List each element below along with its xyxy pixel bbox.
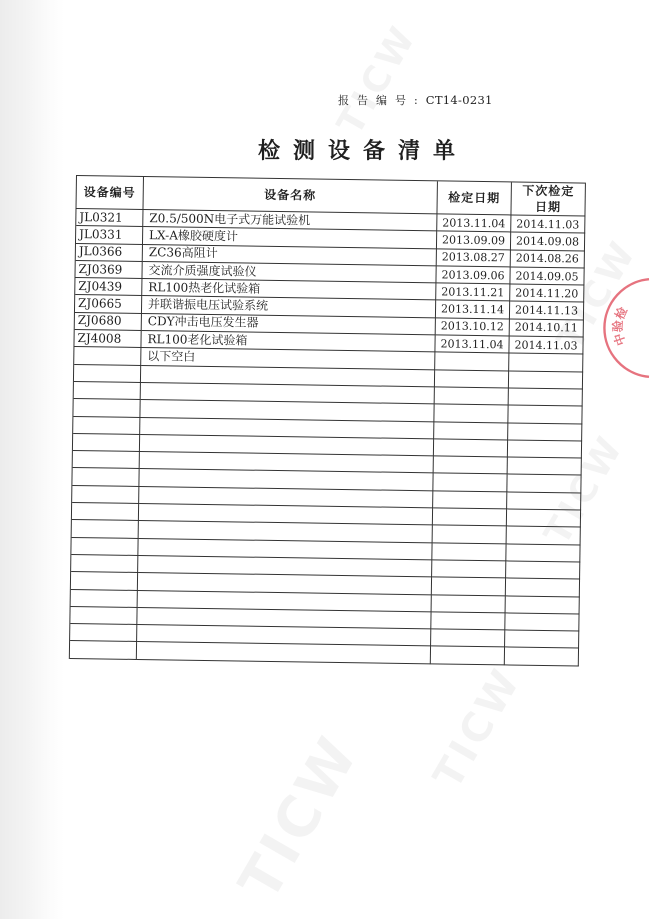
cell-next-calibration-date-text: 2014.09.05 bbox=[515, 269, 579, 283]
cell-calibration-date-text: 2013.08.27 bbox=[441, 250, 505, 265]
table-cell-empty bbox=[434, 405, 508, 423]
cell-equipment-id bbox=[74, 330, 141, 348]
cell-next-calibration-date-text: 2014.09.08 bbox=[515, 234, 580, 249]
cell-next-calibration-date bbox=[511, 233, 585, 251]
cell-equipment-id bbox=[76, 209, 143, 227]
cell-calibration-date bbox=[436, 318, 510, 336]
cell-calibration-date-text: 2013.09.06 bbox=[441, 267, 505, 282]
cell-equipment-id-text: ZJ0439 bbox=[78, 278, 123, 294]
report-number: CT14-0231 bbox=[425, 93, 493, 107]
table-body bbox=[70, 209, 586, 666]
cell-calibration-date bbox=[437, 232, 511, 250]
header-next-calibration-line1: 下次检定 bbox=[522, 183, 575, 199]
header-calibration-date bbox=[437, 181, 511, 215]
table-cell-empty bbox=[431, 612, 505, 630]
table-cell-empty bbox=[72, 486, 139, 504]
table-cell-empty bbox=[505, 631, 579, 649]
table-cell-empty bbox=[508, 458, 582, 476]
cell-next-calibration-date bbox=[511, 250, 585, 268]
cell-calibration-date-text: 2013.11.04 bbox=[442, 216, 506, 231]
cell-equipment-id-text: ZJ0665 bbox=[77, 296, 122, 311]
table-cell-empty bbox=[72, 503, 139, 521]
cell-equipment-id-text: JL0331 bbox=[79, 226, 123, 242]
cell-equipment-id-text: ZJ0680 bbox=[77, 313, 122, 329]
table-cell-empty bbox=[435, 370, 509, 388]
table-cell-empty bbox=[508, 440, 582, 458]
cell-next-calibration-date-text: 2014.11.13 bbox=[514, 303, 579, 318]
table-cell-empty bbox=[71, 590, 138, 608]
cell-equipment-id bbox=[76, 226, 143, 244]
table-cell-empty bbox=[137, 642, 431, 664]
cell-equipment-name-text: Z0.5/500N电子式万能试验机 bbox=[149, 210, 311, 228]
cell-calibration-date-text: 2013.11.04 bbox=[440, 337, 504, 352]
cell-equipment-id bbox=[76, 244, 143, 262]
report-number-line bbox=[338, 93, 493, 108]
seal-stamp bbox=[598, 270, 650, 386]
cell-calibration-date bbox=[437, 214, 511, 232]
table-cell-empty bbox=[70, 607, 137, 625]
cell-calibration-date-text: 2013.11.14 bbox=[440, 302, 505, 317]
seal-text-char: 检 bbox=[612, 304, 631, 322]
header-equipment-name bbox=[143, 177, 437, 214]
table-cell-empty bbox=[431, 647, 505, 665]
cell-next-calibration-date-text: 2014.10.11 bbox=[514, 320, 578, 335]
table-cell-empty bbox=[432, 543, 506, 561]
table-cell-empty bbox=[71, 572, 138, 590]
table-cell-empty bbox=[506, 561, 580, 579]
watermark-text bbox=[428, 661, 528, 795]
report-number-label: 报告编号: bbox=[338, 94, 426, 107]
table-cell-empty bbox=[508, 423, 582, 441]
table-cell-empty bbox=[509, 371, 583, 389]
table-cell-empty bbox=[506, 596, 580, 614]
cell-next-calibration-date bbox=[510, 319, 584, 337]
table-cell-empty bbox=[434, 422, 508, 440]
cell-next-calibration-date bbox=[510, 285, 584, 303]
table-cell-empty bbox=[74, 365, 141, 383]
cell-equipment-id-text: ZJ4008 bbox=[77, 330, 122, 346]
cell-next-calibration-date-text: 2014.11.20 bbox=[515, 286, 579, 301]
table-cell-empty bbox=[73, 417, 140, 435]
table-cell-empty bbox=[70, 624, 137, 642]
cell-equipment-id bbox=[75, 313, 142, 331]
cell-equipment-name-text: 并联谐振电压试验系统 bbox=[147, 297, 269, 313]
table-cell-empty bbox=[433, 491, 507, 509]
header-calibration-date-text: 检定日期 bbox=[448, 190, 501, 205]
cell-equipment-name-text: 交流介质强度试验仪 bbox=[148, 262, 257, 279]
table-cell-empty bbox=[433, 526, 507, 544]
cell-next-calibration-date bbox=[510, 267, 584, 285]
table-cell-empty bbox=[70, 641, 137, 659]
table-cell-empty bbox=[505, 648, 579, 666]
cell-next-calibration-date bbox=[510, 302, 584, 320]
cell-calibration-date-text: 2013.11.21 bbox=[441, 285, 505, 300]
header-equipment-id bbox=[76, 176, 143, 210]
cell-equipment-id bbox=[75, 295, 142, 313]
table-cell-empty bbox=[73, 399, 140, 417]
table-cell-empty bbox=[71, 538, 138, 556]
table-cell-empty bbox=[432, 560, 506, 578]
table-cell-empty bbox=[72, 468, 139, 486]
table-cell-empty bbox=[71, 555, 138, 573]
table-cell-empty bbox=[434, 439, 508, 457]
table-cell-empty bbox=[433, 474, 507, 492]
table-cell-empty bbox=[506, 579, 580, 597]
cell-equipment-id bbox=[74, 347, 141, 365]
header-equipment-name-text: 设备名称 bbox=[264, 187, 317, 203]
table-cell-empty bbox=[507, 527, 581, 545]
cell-equipment-id-text: ZJ0369 bbox=[78, 261, 123, 277]
table-cell-empty bbox=[434, 456, 508, 474]
cell-equipment-name-text: ZC36高阻计 bbox=[148, 245, 218, 261]
table-cell-empty bbox=[431, 629, 505, 647]
cell-calibration-date bbox=[435, 353, 509, 371]
cell-equipment-id bbox=[75, 278, 142, 296]
header-equipment-id-text: 设备编号 bbox=[83, 184, 136, 200]
table-cell-empty bbox=[507, 509, 581, 527]
cell-calibration-date-text: 2013.10.12 bbox=[440, 319, 504, 334]
table-cell-empty bbox=[508, 406, 582, 424]
cell-calibration-date bbox=[435, 335, 509, 353]
header-next-calibration-line2: 日期 bbox=[534, 199, 562, 215]
cell-equipment-name-text: 以下空白 bbox=[147, 349, 196, 364]
table-cell-empty bbox=[74, 382, 141, 400]
header-next-calibration-date bbox=[511, 182, 585, 216]
table-cell-empty bbox=[509, 388, 583, 406]
table-cell-empty bbox=[505, 613, 579, 631]
seal-text-char: 中 bbox=[611, 331, 629, 348]
table-cell-empty bbox=[507, 475, 581, 493]
cell-calibration-date bbox=[437, 249, 511, 267]
table-cell-empty bbox=[435, 387, 509, 405]
cell-equipment-id-text: JL0321 bbox=[79, 209, 123, 225]
cell-next-calibration-date-text: 2014.11.03 bbox=[516, 217, 580, 232]
cell-equipment-id bbox=[75, 261, 142, 279]
page-title: 检测设备清单 bbox=[258, 138, 469, 164]
seal-text-char: 验 bbox=[610, 319, 626, 333]
cell-equipment-name-text: RL100老化试验箱 bbox=[147, 331, 248, 348]
cell-calibration-date-text: 2013.09.09 bbox=[441, 233, 506, 248]
watermark-text bbox=[231, 727, 368, 909]
table-cell-empty bbox=[432, 595, 506, 613]
cell-calibration-date bbox=[436, 284, 510, 302]
table-cell-empty bbox=[507, 492, 581, 510]
table-cell-empty bbox=[432, 578, 506, 596]
cell-next-calibration-date-text: 2014.08.26 bbox=[515, 251, 579, 266]
table-cell-empty bbox=[73, 434, 140, 452]
table-cell-empty bbox=[72, 520, 139, 538]
cell-equipment-id-text: JL0366 bbox=[78, 244, 123, 259]
table-cell-empty bbox=[73, 451, 140, 469]
cell-calibration-date bbox=[436, 266, 510, 284]
cell-calibration-date bbox=[436, 301, 510, 319]
cell-next-calibration-date bbox=[509, 337, 583, 355]
table-cell-empty bbox=[433, 508, 507, 526]
cell-next-calibration-date-text: 2014.11.03 bbox=[514, 338, 578, 353]
equipment-table bbox=[69, 175, 586, 666]
cell-equipment-name-text: LX-A橡胶硬度计 bbox=[149, 228, 239, 244]
cell-next-calibration-date bbox=[509, 354, 583, 372]
cell-equipment-name-text: RL100热老化试验箱 bbox=[148, 279, 261, 296]
cell-equipment-name-text: CDY冲击电压发生器 bbox=[147, 314, 259, 331]
watermark-text bbox=[332, 19, 423, 141]
table-cell-empty bbox=[506, 544, 580, 562]
cell-next-calibration-date bbox=[511, 215, 585, 233]
